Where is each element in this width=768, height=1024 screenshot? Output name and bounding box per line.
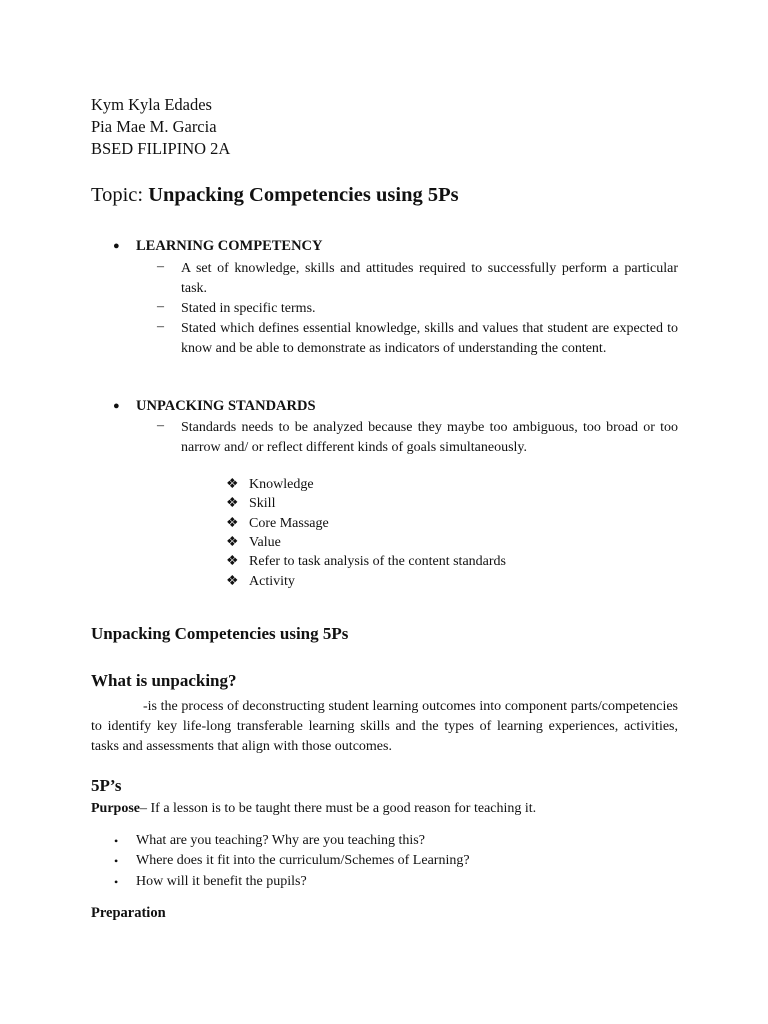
diamond-bullet-icon: ❖ (226, 554, 239, 569)
sub-item-core-massage: Core Massage (249, 516, 329, 531)
dash-icon: – (157, 319, 164, 334)
purpose-line (91, 801, 536, 817)
purpose-question-3: How will it benefit the pupils? (136, 874, 307, 889)
diamond-bullet-icon: ❖ (226, 516, 239, 531)
diamond-bullet-icon: ❖ (226, 477, 239, 492)
standards-item-1: Standards needs to be analyzed because they maybe too ambiguous, too broad or too narrow and/ or reflect different kinds of goals simultaneously. (181, 420, 678, 455)
bullet-icon: ● (113, 240, 120, 252)
purpose-question-2: Where does it fit into the curriculum/Schemes of Learning? (136, 853, 470, 868)
what-is-unpacking-body: -is the process of deconstructing student learning outcomes into component parts/competencies to identify key life-long transferable learning skills and the types of learning experiences, activities, tasks and assessments that align with those outcomes. (91, 699, 678, 754)
topic-prefix: Topic: (91, 184, 149, 206)
topic-title: Unpacking Competencies using 5Ps (148, 184, 459, 206)
bullet-icon: ● (113, 400, 120, 412)
dash-icon: – (157, 259, 164, 274)
author-name-2: Pia Mae M. Garcia (91, 117, 217, 136)
unpacking-standards-heading: UNPACKING STANDARDS (136, 398, 316, 414)
topic-heading (91, 184, 459, 207)
diamond-bullet-icon: ❖ (226, 535, 239, 550)
sub-item-task-analysis: Refer to task analysis of the content standards (249, 554, 506, 569)
competency-item-1: A set of knowledge, skills and attitudes required to successfully perform a particular task. (181, 261, 678, 296)
competency-item-3: Stated which defines essential knowledge, skills and values that student are expected to know and be able to demonstrate as indicators of understanding the content. (181, 321, 678, 356)
learning-competency-heading: LEARNING COMPETENCY (136, 238, 323, 254)
section-title: Unpacking Competencies using 5Ps (91, 624, 349, 643)
sub-item-skill: Skill (249, 496, 276, 511)
dash-icon: – (157, 418, 164, 433)
sub-item-value: Value (249, 535, 281, 550)
purpose-label: Purpose (91, 801, 140, 816)
author-name-1: Kym Kyla Edades (91, 95, 212, 114)
sub-item-knowledge: Knowledge (249, 477, 314, 492)
bullet-icon: • (114, 834, 119, 848)
diamond-bullet-icon: ❖ (226, 574, 239, 589)
bullet-icon: • (114, 875, 119, 889)
purpose-question-1: What are you teaching? Why are you teaching this? (136, 833, 425, 848)
course-section: BSED FILIPINO 2A (91, 139, 231, 158)
bullet-icon: • (114, 854, 119, 868)
competency-item-2: Stated in specific terms. (181, 301, 316, 316)
purpose-text: – If a lesson is to be taught there must be a good reason for teaching it. (140, 801, 537, 816)
preparation-heading: Preparation (91, 905, 166, 921)
sub-item-activity: Activity (249, 574, 295, 589)
five-ps-heading: 5P’s (91, 776, 122, 795)
dash-icon: – (157, 299, 164, 314)
what-is-unpacking-heading: What is unpacking? (91, 671, 237, 690)
diamond-bullet-icon: ❖ (226, 496, 239, 511)
